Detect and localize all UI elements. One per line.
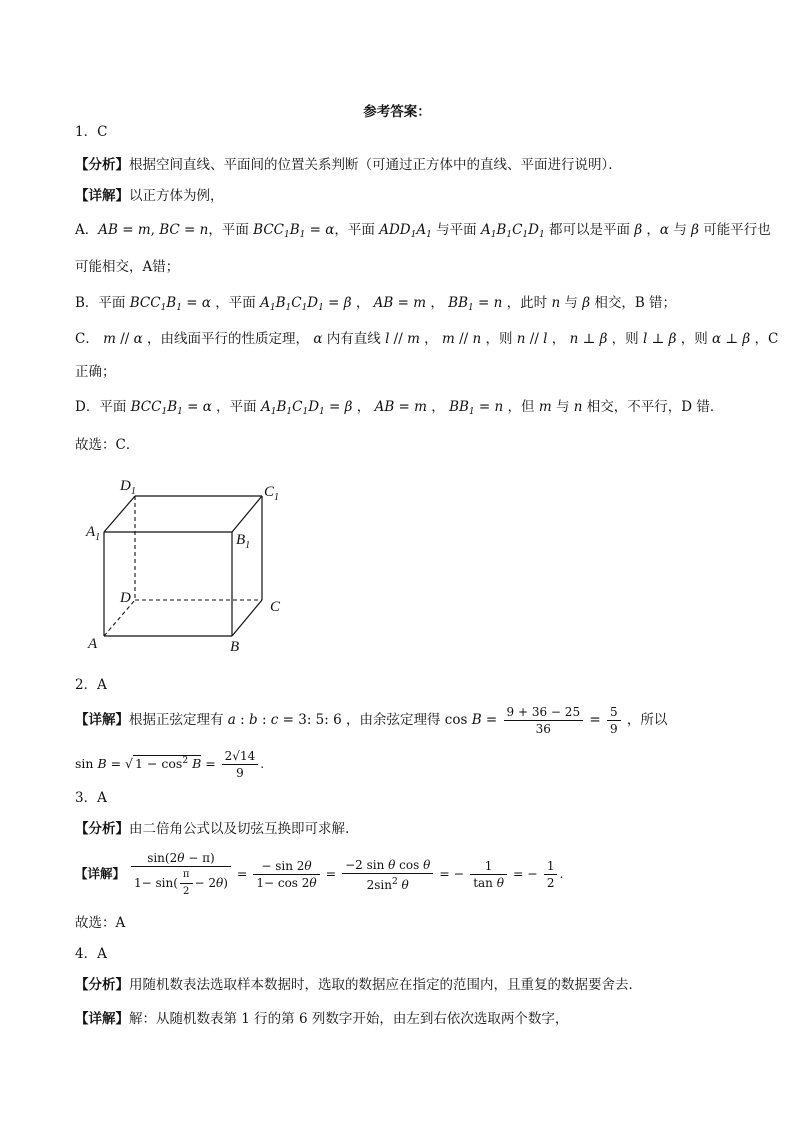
q3-number: 3．A [75,790,107,806]
q2-sin: sin B = √ $1 - \cos^2 B$ = $\frac{2√14}{9}$ . [75,749,265,781]
q1-option-a-end: 可能相交，A错； [75,259,180,275]
q4-analysis [75,976,642,994]
q1-number: 1．C [75,124,108,140]
detail-tag: 【详解】 [75,866,126,881]
q3-analysis [75,820,349,838]
label-c1: $C_1$ [264,484,280,503]
q1-option-b: B．平面 $BCC_1B_1 = \alpha$ ，平面 $A_1B_1C_1D_1 = \beta$ ， AB = m ， $BB_1 = n$ ，此时 n 与 β 相交，B 错； [75,295,677,313]
q3-analysis-text: 由二倍角公式以及切弦互换即可求解. [129,821,350,837]
q1-option-d: D．平面 $BCC_1B_1 = \alpha$ ，平面 $A_1B_1C_1D_1 = \beta$ ， AB = m ， $BB_1 = n$ ，但 m 与 n 相交，不平行，D 错． [75,399,724,417]
label-a1: $A_1$ [86,524,101,543]
detail-tag: 【详解】 [75,1011,129,1027]
analysis-tag: 【分析】 [75,977,129,993]
analysis-tag: 【分析】 [75,157,129,173]
label-b: B [230,639,240,655]
q4-number: 4．A [75,946,107,962]
q1-analysis [75,156,622,174]
q3-choose: 故选：A [75,915,126,931]
q4-analysis-text: 用随机数表法选取样本数据时，选取的数据应在指定的范围内，且重复的数据要舍去． [129,977,642,993]
q2-number: 2．A [75,677,107,693]
label-c: C [270,599,281,615]
q2-detail: 【详解】根据正弦定理有 a : b : c = 3: 5: 6 ，由余弦定理得 cos B = $\frac{9 + 36 - 25}{36}$ = $\frac{5}{9}$ ，所以 [75,705,668,736]
q4-detail [75,1010,568,1028]
label-d: D [120,590,131,606]
label-b1: $B_1$ [236,532,251,551]
q1-option-c: C． m // α ，由线面平行的性质定理， α 内有直线 l // m ， m // n ，则 n // l ， n ⊥ β ，则 l ⊥ β ，则 α ⊥ β ，C [75,331,779,347]
detail-tag: 【详解】 [75,188,129,204]
cube-figure [80,474,300,656]
page-title: 参考答案： [363,104,431,120]
q1-detail-text: 以正方体为例， [129,188,224,204]
q4-detail-text: 解：从随机数表第 1 行的第 6 列数字开始，由左到右依次选取两个数字， [129,1011,569,1027]
label-a: A [88,636,98,652]
q1-choose: 故选：C． [75,437,140,453]
detail-tag: 【详解】 [75,712,129,728]
q1-option-a: A．AB = m, BC = n，平面 $BCC_1B_1 = \alpha$，平面 $ADD_1A_1$ 与平面 $A_1B_1C_1D_1$ 都可以是平面 β ，α 与 β 可能平行也 [75,222,771,240]
q1-option-c-end: 正确； [75,364,116,380]
q1-detail [75,187,224,205]
q3-detail: 【详解】 sin(2θ − π) 1− sin( $\frac{\pi}{2}$ − 2θ) = $\frac{- \sin 2\theta}{1- \cos 2\theta}$ = $\frac{\text{−2 sin θ cos θ}}{2\sin^2 \theta}$ = − $\frac{1}{\text{tan θ}}$ = − $\frac{1}{2}$ . [75,850,564,897]
label-d1: $D_1$ [120,478,136,497]
q1-analysis-text: 根据空间直线、平面间的位置关系判断（可通过正方体中的直线、平面进行说明）． [129,157,622,173]
analysis-tag: 【分析】 [75,821,129,837]
